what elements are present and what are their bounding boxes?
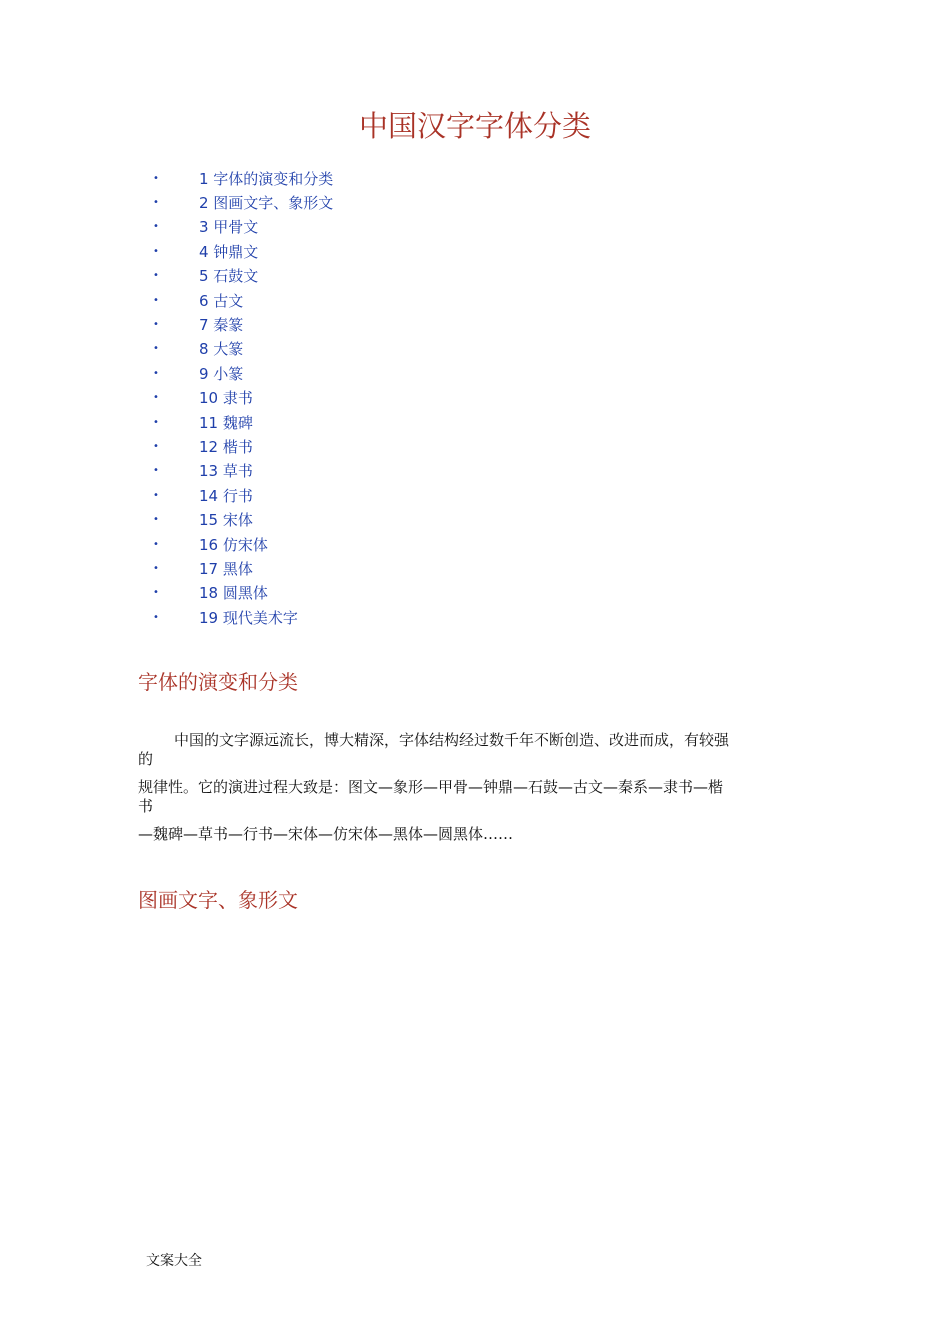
bullet-icon: • (153, 489, 159, 501)
toc-item[interactable] (150, 264, 333, 288)
bullet-icon: • (153, 562, 159, 574)
toc-link[interactable]: 3 甲骨文 (199, 218, 259, 237)
toc-link[interactable]: 15 宋体 (199, 511, 253, 530)
bullet-icon: • (153, 440, 159, 452)
toc-item[interactable] (150, 483, 333, 507)
toc-item[interactable] (150, 532, 333, 556)
toc-item[interactable] (150, 459, 333, 483)
toc-link[interactable]: 6 古文 (199, 291, 244, 310)
toc-link[interactable]: 1 字体的演变和分类 (199, 169, 334, 188)
toc-item[interactable] (150, 312, 333, 336)
toc-link[interactable]: 19 现代美术字 (199, 608, 298, 627)
toc-item[interactable] (150, 507, 333, 531)
section-heading-evolution: 字体的演变和分类 (138, 670, 298, 694)
toc-link[interactable]: 11 魏碑 (199, 413, 253, 432)
bullet-icon: • (153, 587, 159, 599)
bullet-icon: • (153, 343, 159, 355)
toc-link[interactable]: 7 秦篆 (199, 316, 244, 335)
toc-item[interactable] (150, 215, 333, 239)
toc-link[interactable]: 14 行书 (199, 486, 253, 505)
paragraph-line: 中国的文字源远流长，博大精深，字体结构经过数千年不断创造、改进而成，有较强 (174, 731, 730, 749)
bullet-icon: • (153, 367, 159, 379)
bullet-icon: • (153, 416, 159, 428)
bullet-icon: • (153, 392, 159, 404)
paragraph-line: —魏碑—草书—行书—宋体—仿宋体—黑体—圆黑体…… (138, 825, 514, 843)
bullet-icon: • (153, 245, 159, 257)
bullet-icon: • (153, 221, 159, 233)
bullet-icon: • (153, 294, 159, 306)
evolution-paragraph (138, 731, 818, 844)
bullet-icon: • (153, 611, 159, 623)
toc-link[interactable]: 5 石鼓文 (199, 267, 259, 286)
toc-link[interactable]: 18 圆黑体 (199, 584, 268, 603)
bullet-icon: • (153, 197, 159, 209)
page-footer: 文案大全 (146, 1253, 202, 1269)
toc-link[interactable]: 16 仿宋体 (199, 535, 268, 554)
paragraph-line: 书 (138, 797, 154, 815)
toc-link[interactable]: 4 钟鼎文 (199, 242, 259, 261)
paragraph-line: 规律性。它的演进过程大致是：图文—象形—甲骨—钟鼎—石鼓—古文—秦系—隶书—楷 (138, 778, 724, 796)
toc-item[interactable] (150, 361, 333, 385)
bullet-icon: • (153, 319, 159, 331)
bullet-icon: • (153, 465, 159, 477)
toc-item[interactable] (150, 581, 333, 605)
bullet-icon: • (153, 172, 159, 184)
section-heading-pictograph: 图画文字、象形文 (138, 888, 298, 912)
toc-item[interactable] (150, 386, 333, 410)
toc-link[interactable]: 9 小篆 (199, 364, 244, 383)
toc-item[interactable] (150, 190, 333, 214)
bullet-icon: • (153, 538, 159, 550)
toc-item[interactable] (150, 556, 333, 580)
bullet-icon: • (153, 270, 159, 282)
toc-link[interactable]: 12 楷书 (199, 437, 253, 456)
toc-item[interactable] (150, 337, 333, 361)
table-of-contents (150, 166, 333, 629)
page-title: 中国汉字字体分类 (358, 109, 591, 143)
toc-item[interactable] (150, 605, 333, 629)
toc-item[interactable] (150, 410, 333, 434)
paragraph-line: 的 (138, 750, 154, 768)
toc-link[interactable]: 8 大篆 (199, 340, 244, 359)
toc-item[interactable] (150, 288, 333, 312)
toc-link[interactable]: 2 图画文字、象形文 (199, 194, 334, 213)
toc-item[interactable] (150, 239, 333, 263)
toc-link[interactable]: 10 隶书 (199, 389, 253, 408)
toc-item[interactable] (150, 434, 333, 458)
toc-item[interactable] (150, 166, 333, 190)
toc-link[interactable]: 17 黑体 (199, 559, 253, 578)
toc-link[interactable]: 13 草书 (199, 462, 253, 481)
bullet-icon: • (153, 514, 159, 526)
